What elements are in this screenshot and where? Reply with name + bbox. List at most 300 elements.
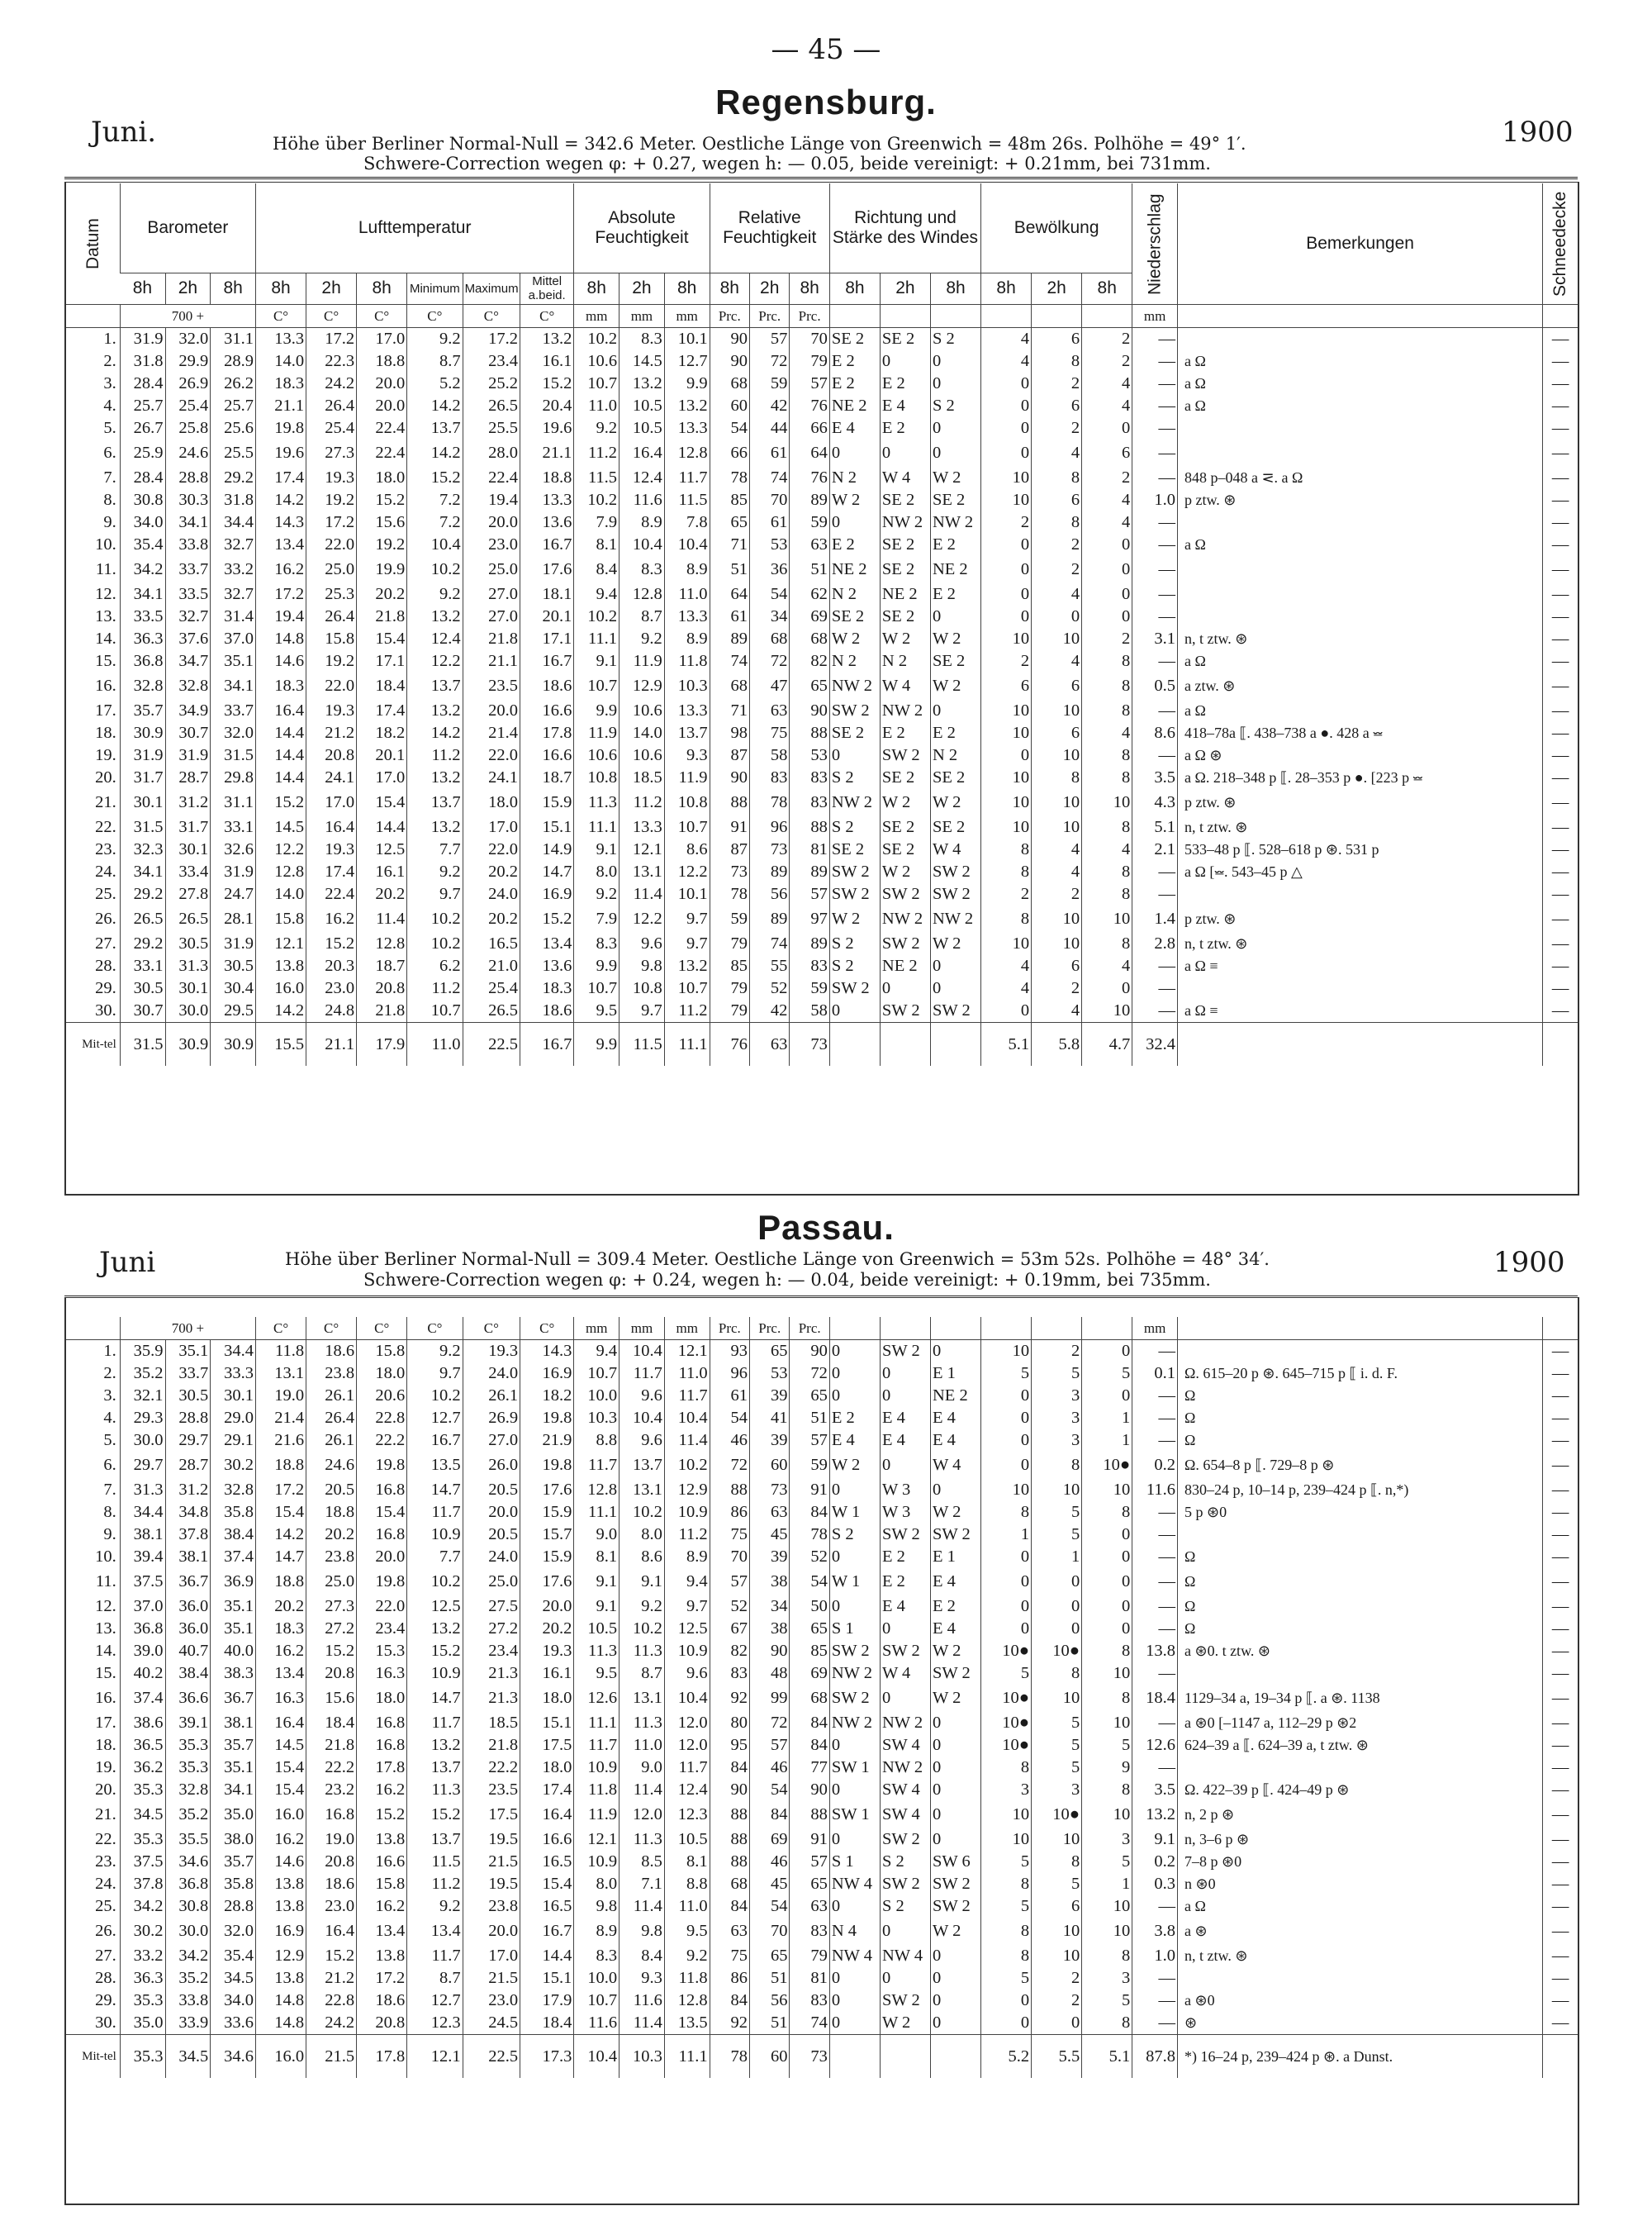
data-cell: 36.0	[165, 1618, 211, 1640]
data-cell: —	[1132, 1568, 1178, 1595]
datum-cell: 11.	[95, 1572, 116, 1590]
data-cell: —	[1543, 1757, 1578, 1779]
data-cell: 11.9	[574, 1801, 620, 1828]
data-cell: 11.8	[664, 1967, 710, 1990]
data-cell: SE 2	[880, 327, 930, 350]
data-cell: 10	[1032, 744, 1082, 767]
data-cell: 8	[981, 1501, 1032, 1524]
data-cell: 8	[1082, 767, 1132, 789]
mean-cell: 11.5	[620, 1022, 665, 1066]
data-cell: 2	[1032, 556, 1082, 583]
data-cell: 15.8	[357, 1873, 407, 1895]
data-cell: 9.7	[407, 1362, 463, 1385]
sub-2h: 2h	[1032, 273, 1082, 304]
data-cell: 0	[931, 1801, 981, 1828]
data-cell: 10	[1032, 1945, 1082, 1967]
data-cell: 31.3	[165, 955, 211, 977]
data-cell: 0	[981, 1568, 1032, 1595]
data-cell: 10	[981, 467, 1032, 489]
remark-cell: 5 p ⊛0	[1178, 1501, 1543, 1524]
datum-cell: 3.	[103, 373, 116, 392]
mean-cell: 5.5	[1032, 2035, 1082, 2079]
unit-prc: Prc.	[750, 1317, 790, 1340]
data-cell: 13.4	[256, 534, 306, 556]
data-cell: 10.5	[574, 1618, 620, 1640]
data-cell: 90	[790, 1779, 829, 1801]
data-cell: 68	[710, 373, 749, 395]
data-cell: 29.8	[211, 767, 256, 789]
remark-cell: a Ω	[1177, 395, 1542, 417]
data-cell: 15.2	[520, 906, 574, 933]
data-cell: 9.9	[664, 373, 710, 395]
data-cell: 10.4	[664, 1407, 710, 1429]
data-cell: 8	[1082, 2012, 1132, 2035]
data-cell: 12.8	[664, 440, 710, 467]
data-cell: 30.5	[165, 933, 211, 955]
data-cell: 33.7	[165, 556, 211, 583]
data-cell: 55	[749, 955, 789, 977]
data-cell: 8	[1082, 816, 1132, 839]
datum-cell: 14.	[95, 629, 116, 648]
data-cell: 15.3	[357, 1640, 407, 1662]
data-cell: S 2	[829, 816, 880, 839]
data-cell: 18.8	[256, 1452, 306, 1479]
data-cell: 13.4	[407, 1918, 463, 1945]
data-cell: 21.4	[256, 1407, 306, 1429]
data-cell: 18.3	[256, 673, 306, 700]
data-cell: 31.1	[211, 789, 256, 816]
data-cell: 18.5	[620, 767, 665, 789]
col-niederschlag: Niederschlag	[1132, 183, 1178, 304]
data-cell: 54	[710, 1407, 749, 1429]
data-cell: 34.2	[120, 556, 165, 583]
data-cell: 34.1	[120, 583, 165, 606]
data-cell: 13.2	[1132, 1801, 1178, 1828]
data-cell: W 2	[829, 906, 880, 933]
data-cell: SW 2	[880, 1990, 930, 2012]
data-cell: SE 2	[829, 839, 880, 861]
data-cell: 0	[880, 1385, 930, 1407]
data-cell: —	[1543, 2012, 1578, 2035]
data-cell: 8	[1082, 1685, 1132, 1712]
data-cell: 0	[829, 1828, 880, 1851]
remark-cell: ⊛	[1178, 2012, 1543, 2035]
data-cell: 69	[790, 606, 829, 628]
data-cell: 90	[710, 350, 749, 373]
data-cell: 0	[930, 440, 980, 467]
data-cell: 15.1	[520, 1967, 574, 1990]
data-cell: W 2	[829, 1452, 880, 1479]
data-cell: 30.8	[120, 489, 165, 511]
data-cell: 12.8	[256, 861, 306, 883]
data-cell: 10.1	[664, 883, 710, 906]
remark-cell: Ω	[1178, 1568, 1543, 1595]
data-cell: 0	[1082, 534, 1132, 556]
data-cell: NW 2	[880, 1712, 930, 1734]
data-cell: 82	[710, 1640, 749, 1662]
mean-cell: 73	[790, 1022, 829, 1066]
data-cell: 12.5	[357, 839, 407, 861]
data-cell: —	[1543, 1895, 1578, 1918]
data-cell: 68	[790, 628, 829, 650]
data-cell: 16.6	[520, 700, 574, 722]
data-cell: 39.0	[120, 1640, 165, 1662]
data-cell: 18.0	[357, 467, 407, 489]
data-cell: 9.6	[620, 1385, 665, 1407]
data-cell: 19.3	[463, 1340, 520, 1363]
data-cell: 6	[1032, 673, 1082, 700]
data-cell: —	[1132, 1340, 1178, 1363]
data-cell: 18.8	[520, 467, 574, 489]
data-cell: 84	[790, 1501, 829, 1524]
data-cell: 57	[790, 373, 829, 395]
data-cell: 11.1	[574, 1712, 620, 1734]
data-cell: 18.0	[357, 1362, 407, 1385]
data-cell: —	[1132, 373, 1178, 395]
data-cell: N 4	[829, 1918, 880, 1945]
data-cell: 19.3	[306, 700, 357, 722]
data-cell: E 2	[880, 1546, 930, 1568]
data-cell: 11.7	[574, 1452, 620, 1479]
data-cell: 20.0	[463, 511, 520, 534]
data-cell: —	[1543, 722, 1578, 744]
data-cell: 84	[710, 1895, 749, 1918]
data-cell: 9.1	[574, 650, 620, 673]
data-cell: 9.7	[664, 906, 710, 933]
data-cell: 95	[710, 1734, 749, 1757]
data-cell: 8.1	[574, 534, 620, 556]
data-cell: 28.8	[211, 1895, 256, 1918]
data-cell: 10●	[1032, 1801, 1082, 1828]
data-cell: 10.2	[574, 489, 620, 511]
data-cell: 23.0	[306, 1895, 357, 1918]
unit-c: C°	[357, 304, 407, 327]
data-cell: SW 2	[829, 977, 880, 1000]
data-cell: 35.2	[120, 1362, 165, 1385]
data-cell: 13.3	[520, 489, 574, 511]
data-cell: SW 4	[880, 1779, 930, 1801]
data-cell: 9.7	[620, 1000, 665, 1023]
data-cell: 30.7	[165, 722, 211, 744]
data-cell: 0	[981, 2012, 1032, 2035]
remark-cell: 533–48 p ⟦. 528–618 p ⊛. 531 p	[1177, 839, 1542, 861]
data-cell: 0	[981, 1407, 1032, 1429]
data-cell: 0	[880, 350, 930, 373]
data-cell: 10●	[981, 1712, 1032, 1734]
data-cell: 26.2	[211, 373, 256, 395]
data-cell: 18.0	[520, 1757, 574, 1779]
data-cell: 26.5	[463, 1000, 520, 1023]
data-cell: 12.6	[574, 1685, 620, 1712]
remark-cell: a ⊛0 [–1147 a, 112–29 p ⊛2	[1178, 1712, 1543, 1734]
data-cell: 9.8	[620, 1918, 665, 1945]
data-cell: 0	[931, 1967, 981, 1990]
data-cell: 29.0	[211, 1407, 256, 1429]
data-cell: 36.8	[120, 1618, 165, 1640]
data-cell: 18.7	[520, 767, 574, 789]
data-cell: 9.1	[574, 1595, 620, 1618]
data-cell: 35.0	[211, 1801, 256, 1828]
data-cell: 4	[981, 977, 1032, 1000]
remark-cell: a Ω	[1177, 534, 1542, 556]
data-cell: 10.0	[574, 1385, 620, 1407]
data-cell: 97	[790, 906, 829, 933]
data-cell: 10	[1032, 1918, 1082, 1945]
data-cell: 37.6	[165, 628, 211, 650]
data-cell: 10.6	[620, 700, 665, 722]
data-cell: 23.0	[306, 977, 357, 1000]
data-cell: 61	[749, 440, 789, 467]
data-cell: 5	[1032, 1712, 1082, 1734]
mean-cell: 35.3	[120, 2035, 165, 2079]
data-cell: SE 2	[880, 767, 930, 789]
data-cell: 9.2	[620, 628, 665, 650]
data-cell: 0	[829, 1000, 880, 1023]
data-cell: 1	[1082, 1429, 1132, 1452]
data-cell: 28.4	[120, 373, 165, 395]
remark-cell: a Ω	[1177, 700, 1542, 722]
data-cell: 88	[710, 1479, 749, 1501]
data-cell: 22.4	[357, 440, 407, 467]
data-cell: 11.7	[407, 1712, 463, 1734]
data-cell: 12.3	[407, 2012, 463, 2035]
data-cell: 39	[750, 1546, 790, 1568]
data-cell: 23.2	[306, 1779, 357, 1801]
data-cell: N 2	[829, 650, 880, 673]
data-cell: 10.7	[574, 1362, 620, 1385]
mean-cell: 30.9	[165, 1022, 211, 1066]
data-cell: 12.7	[664, 350, 710, 373]
data-cell: 20.0	[357, 395, 407, 417]
data-cell: SW 2	[880, 1640, 930, 1662]
data-cell: E 4	[829, 417, 880, 440]
data-cell: 4	[1032, 1000, 1082, 1023]
data-cell: S 2	[829, 933, 880, 955]
data-cell: 15.9	[520, 1546, 574, 1568]
data-cell: 19.6	[256, 440, 306, 467]
data-cell: 0	[930, 955, 980, 977]
data-cell: 0	[981, 1618, 1032, 1640]
data-cell: 16.4	[256, 1712, 306, 1734]
data-cell: —	[1543, 534, 1578, 556]
datum-cell: 22.	[95, 1830, 116, 1848]
data-cell: —	[1543, 350, 1578, 373]
data-cell: 0	[880, 1452, 930, 1479]
data-cell: 9.4	[574, 1340, 620, 1363]
data-cell: 11.5	[407, 1851, 463, 1873]
data-cell: 11.2	[407, 1873, 463, 1895]
data-cell: 92	[710, 2012, 749, 2035]
data-cell: 32.8	[165, 673, 211, 700]
data-cell: 89	[749, 906, 789, 933]
data-cell: SE 2	[880, 839, 930, 861]
data-cell: 16.0	[256, 977, 306, 1000]
data-cell: 16.8	[357, 1479, 407, 1501]
data-cell: 33.6	[211, 2012, 256, 2035]
data-cell: 0	[981, 1595, 1032, 1618]
mean-cell: 73	[790, 2035, 829, 2079]
data-cell: 30.1	[120, 789, 165, 816]
mean-cell: 60	[750, 2035, 790, 2079]
data-cell: 65	[790, 1873, 829, 1895]
data-cell: 11.7	[664, 1385, 710, 1407]
data-cell: 19.5	[463, 1828, 520, 1851]
data-cell: 7.2	[407, 511, 463, 534]
sub-8h: 8h	[790, 273, 829, 304]
data-cell: 17.9	[520, 1990, 574, 2012]
data-cell: 25.7	[120, 395, 165, 417]
data-cell: 78	[749, 789, 789, 816]
data-cell: 53	[749, 534, 789, 556]
data-cell: 16.6	[520, 1828, 574, 1851]
data-cell: 18.3	[256, 1618, 306, 1640]
data-cell: 8.1	[574, 1546, 620, 1568]
data-cell: 70	[750, 1918, 790, 1945]
data-cell: SW 2	[829, 861, 880, 883]
data-cell: SW 1	[829, 1801, 880, 1828]
data-cell: —	[1132, 1595, 1178, 1618]
data-cell: 11.2	[664, 1524, 710, 1546]
mean-cell: 16.7	[520, 1022, 574, 1066]
data-cell: 9	[1082, 1757, 1132, 1779]
data-cell: 7.8	[664, 511, 710, 534]
datum-cell: 12.	[95, 584, 116, 603]
data-cell: 88	[710, 1851, 749, 1873]
data-cell: SW 2	[880, 933, 930, 955]
datum-cell: 27.	[95, 934, 116, 953]
data-cell: 9.5	[574, 1000, 620, 1023]
data-cell: 25.2	[463, 373, 520, 395]
datum-cell: 6.	[103, 1456, 116, 1474]
data-cell: SE 2	[930, 816, 980, 839]
data-cell: 16.4	[306, 816, 357, 839]
data-cell: 10.9	[407, 1662, 463, 1685]
data-cell: W 2	[829, 628, 880, 650]
data-cell: 10	[1082, 1000, 1132, 1023]
data-cell: 13.2	[407, 1618, 463, 1640]
data-cell: 22.4	[306, 883, 357, 906]
data-cell: 2.1	[1132, 839, 1178, 861]
data-cell: 21.3	[463, 1685, 520, 1712]
data-cell: 22.3	[306, 350, 357, 373]
data-cell: 33.4	[165, 861, 211, 883]
remark-cell: 848 p–048 a ⋜. a Ω	[1177, 467, 1542, 489]
data-cell: —	[1132, 861, 1178, 883]
data-cell: 17.6	[520, 1479, 574, 1501]
data-cell: W 2	[930, 467, 980, 489]
data-cell: 12.0	[664, 1712, 710, 1734]
data-cell: 0	[829, 1362, 880, 1385]
data-cell: SW 2	[829, 1685, 880, 1712]
data-cell: 8.9	[620, 511, 665, 534]
data-cell: 12.1	[620, 839, 665, 861]
data-cell: 37.8	[165, 1524, 211, 1546]
data-cell: 75	[749, 722, 789, 744]
datum-cell: 28.	[95, 1969, 116, 1987]
data-cell: 20.5	[463, 1479, 520, 1501]
data-cell: 32.7	[211, 583, 256, 606]
data-cell: 34.1	[120, 861, 165, 883]
data-cell: 11.6	[1132, 1479, 1178, 1501]
data-cell: 73	[749, 839, 789, 861]
unit-c: C°	[256, 1317, 306, 1340]
data-cell: 60	[710, 395, 749, 417]
data-cell: 83	[790, 1990, 829, 2012]
data-cell: 17.2	[256, 1479, 306, 1501]
data-cell: 13.6	[520, 955, 574, 977]
sub-maximum: Maximum	[463, 273, 520, 304]
data-cell: 13.8	[1132, 1640, 1178, 1662]
remark-cell: a ⊛	[1178, 1918, 1543, 1945]
data-cell: 16.2	[357, 1895, 407, 1918]
data-cell: 59	[710, 906, 749, 933]
unit-mm: mm	[620, 1317, 665, 1340]
data-cell: 31.1	[211, 327, 256, 350]
data-cell: 98	[710, 722, 749, 744]
col-barometer: Barometer	[120, 183, 255, 273]
mean-cell: 15.5	[256, 1022, 306, 1066]
data-cell: 13.3	[664, 606, 710, 628]
data-cell: 34.4	[211, 1340, 256, 1363]
data-cell: 13.8	[256, 955, 306, 977]
data-cell: 4	[981, 955, 1032, 977]
data-cell: W 2	[930, 673, 980, 700]
data-cell: 11.0	[620, 1734, 665, 1757]
data-cell: 7.2	[407, 489, 463, 511]
data-cell: —	[1543, 1407, 1578, 1429]
data-cell: 12.7	[407, 1990, 463, 2012]
data-cell: 22.0	[306, 534, 357, 556]
data-cell: 2	[1082, 467, 1132, 489]
data-cell: 17.0	[357, 327, 407, 350]
data-cell: 9.1	[574, 1568, 620, 1595]
data-cell: 4	[1082, 839, 1132, 861]
data-cell: 2	[981, 883, 1032, 906]
data-cell: 0	[930, 350, 980, 373]
data-cell: W 1	[829, 1501, 880, 1524]
data-cell: 19.5	[463, 1873, 520, 1895]
data-cell: 34.2	[120, 1895, 165, 1918]
data-cell: 11.9	[574, 722, 620, 744]
data-cell: 16.8	[357, 1712, 407, 1734]
data-cell: 15.2	[306, 1640, 357, 1662]
data-cell: 10.7	[574, 977, 620, 1000]
data-cell: 26.5	[120, 906, 165, 933]
data-cell: 12.6	[1132, 1734, 1178, 1757]
mean-cell: 12.1	[407, 2035, 463, 2079]
datum-cell: 2.	[103, 351, 116, 370]
data-cell: 4	[1082, 395, 1132, 417]
data-cell: 26.1	[306, 1429, 357, 1452]
data-cell: E 2	[880, 417, 930, 440]
data-cell: 79	[790, 350, 829, 373]
data-cell: 12.1	[664, 1340, 710, 1363]
data-cell: —	[1543, 933, 1578, 955]
data-cell: 15.6	[357, 511, 407, 534]
data-cell: 8	[1082, 883, 1132, 906]
data-cell: 13.7	[407, 417, 463, 440]
data-cell: 13.7	[407, 1757, 463, 1779]
data-cell: 22.8	[306, 1990, 357, 2012]
data-cell: 9.0	[574, 1524, 620, 1546]
data-cell: 14.6	[256, 650, 306, 673]
data-cell: 16.8	[357, 1734, 407, 1757]
remark-cell: n, t ztw. ⊛	[1178, 1945, 1543, 1967]
data-cell: W 2	[931, 1640, 981, 1662]
data-cell: 17.1	[520, 628, 574, 650]
data-cell: 10.7	[574, 373, 620, 395]
data-cell: 35.4	[120, 534, 165, 556]
